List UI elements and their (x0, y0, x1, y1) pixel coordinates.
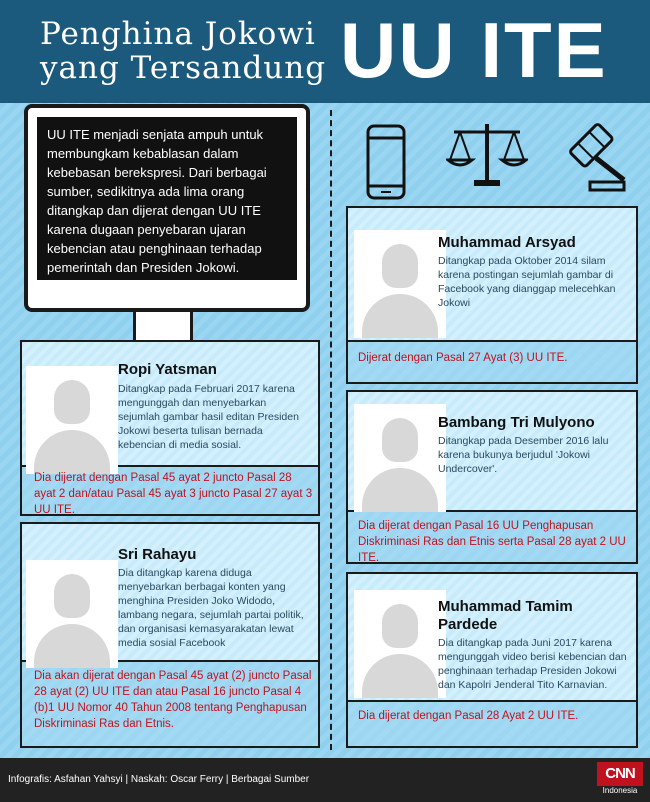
legal-charge: Dia dijerat dengan Pasal 45 ayat 2 juncto Pasal 28 ayat 2 dan/atau Pasal 45 ayat 3 juncto Pasal 27 ayat 3 UU ITE. (34, 472, 313, 516)
person-name: Muhammad Arsyad (438, 234, 576, 251)
title-line-1: Penghina Jokowi (40, 16, 316, 52)
logo-subtitle: Indonesia (602, 786, 638, 795)
person-description: Ditangkap pada Oktober 2014 silam karena postingan sejumlah gambar di Facebook yang dianggap melecehkan Jokowi (438, 255, 616, 309)
monitor (24, 104, 310, 312)
person-name: Muhammad Tamim Pardede (438, 598, 573, 633)
avatar (354, 230, 446, 338)
gavel-icon (562, 122, 632, 194)
avatar (26, 560, 118, 668)
person-card (20, 340, 320, 516)
title-line-2: yang Tersandung (40, 50, 327, 86)
person-name: Sri Rahayu (118, 546, 197, 563)
monitor-screen (37, 117, 297, 280)
logo-text: CNN (597, 762, 643, 786)
phone-icon (366, 124, 406, 200)
timeline-divider (330, 110, 332, 750)
footer-credits: Infografis: Asfahan Yahsyi | Naskah: Oscar Ferry | Berbagai Sumber (8, 774, 310, 785)
legal-charge: Dia dijerat dengan Pasal 16 UU Penghapusan Diskriminasi Ras dan Etnis serta Pasal 28 ayat 2 UU ITE. (358, 520, 626, 564)
person-name: Bambang Tri Mulyono (438, 414, 595, 431)
person-description: Dia ditangkap karena diduga menyebarkan berbagai konten yang menghina Presiden Joko Widodo, lambang negara, sejumlah partai politik, dan organisasi kemasyarakatan lewat media sosial Facebook (118, 567, 304, 649)
header (0, 0, 650, 103)
avatar (354, 404, 446, 512)
person-card (346, 390, 638, 564)
person-description: Ditangkap pada Februari 2017 karena mengunggah dan menyebarkan sejumlah gambar hasil editan Presiden Jokowi beserta tulisan bernada kebencian di media sosial. (118, 383, 299, 451)
person-description: Dia ditangkap pada Juni 2017 karena mengunggah video berisi kebencian dan penghinaan terhadap Presiden Jokowi dan Kapolri Jenderal Tito Karnavian. (438, 637, 627, 691)
avatar (354, 590, 446, 698)
person-card (346, 572, 638, 748)
avatar (26, 366, 118, 474)
scale-icon (446, 120, 528, 190)
person-card (346, 206, 638, 384)
title-main: UU ITE (340, 6, 608, 94)
monitor-stand (133, 312, 193, 342)
legal-charge: Dijerat dengan Pasal 27 Ayat (3) UU ITE. (358, 352, 568, 364)
footer (0, 758, 650, 802)
intro-text: UU ITE menjadi senjata ampuh untuk membungkam kebablasan dalam kebebasan berekspresi. Dari berbagai sumber, sedikitnya ada lima orang ditangkap dan dijerat dengan UU ITE karena dugaan penyebaran ujaran kebencian atau penghinaan terhadap pemerintah dan Presiden Jokowi. (47, 127, 267, 275)
person-card (20, 522, 320, 748)
legal-charge: Dia dijerat dengan Pasal 28 Ayat 2 UU ITE. (358, 710, 579, 722)
cnn-logo (597, 762, 643, 798)
person-description: Ditangkap pada Desember 2016 lalu karena bukunya berjudul 'Jokowi Undercover'. (438, 435, 609, 475)
legal-charge: Dia akan dijerat dengan Pasal 45 ayat (2) juncto Pasal 28 ayat (2) UU ITE dan atau Pasal 16 juncto Pasal 4 (b)1 UU Nomor 40 Tahun 2008 tentang Penghapusan Diskriminasi Ras dan Etnis. (34, 670, 312, 730)
person-name: Ropi Yatsman (118, 361, 217, 378)
